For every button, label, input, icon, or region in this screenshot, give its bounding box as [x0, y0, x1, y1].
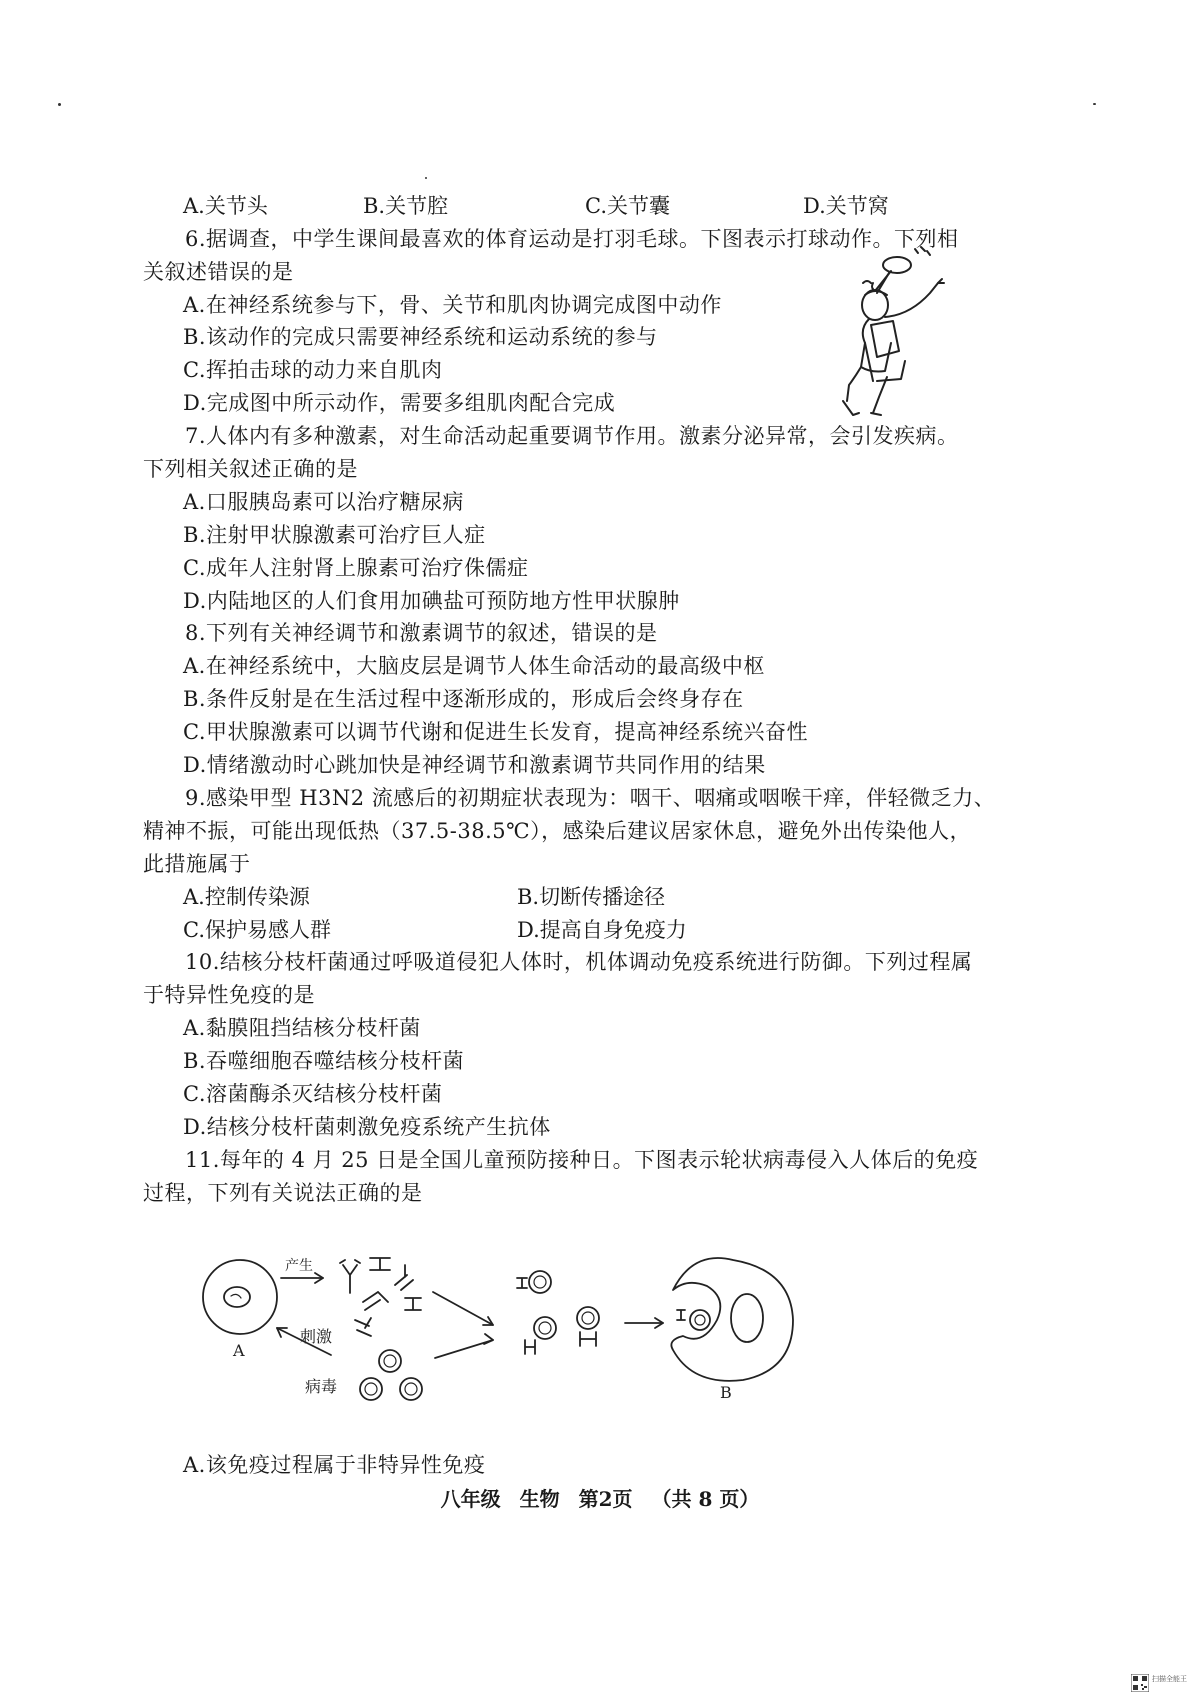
diagram-label-produce: 产生 — [285, 1258, 313, 1274]
q8-option-b: B.条件反射是在生活过程中逐渐形成的，形成后会终身存在 — [183, 687, 744, 711]
q5-option-a: A.关节头 — [183, 194, 268, 218]
footer-page: 第2页 — [578, 1487, 633, 1511]
diagram-label-virus: 病毒 — [305, 1377, 338, 1396]
diagram-label-a: A — [233, 1341, 245, 1360]
q6-option-b: B.该动作的完成只需要神经系统和运动系统的参与 — [183, 325, 658, 349]
q6-option-d: D.完成图中所示动作，需要多组肌肉配合完成 — [183, 391, 616, 415]
q10-option-d: D.结核分枝杆菌刺激免疫系统产生抗体 — [183, 1115, 551, 1139]
q5-option-c: C.关节囊 — [585, 194, 670, 218]
q9-option-c: C.保护易感人群 — [183, 918, 331, 942]
badminton-player-figure — [835, 243, 985, 423]
q6-option-a: A.在神经系统参与下，骨、关节和肌肉协调完成图中动作 — [183, 293, 722, 317]
q10-stem-cont: 于特异性免疫的是 — [143, 983, 315, 1007]
diagram-label-b: B — [720, 1383, 732, 1402]
immune-process-diagram — [195, 1230, 795, 1430]
q8-option-a: A.在神经系统中，大脑皮层是调节人体生命活动的最高级中枢 — [183, 654, 765, 678]
diagram-label-stimulate: 刺激 — [300, 1327, 333, 1346]
q9-stem-cont2: 此措施属于 — [143, 852, 251, 876]
q7-stem: 7.人体内有多种激素，对生命活动起重要调节作用。激素分泌异常，会引发疾病。 — [185, 424, 959, 448]
footer-subject: 生物 — [519, 1487, 560, 1511]
q7-option-b: B.注射甲状腺激素可治疗巨人症 — [183, 523, 486, 547]
q10-option-c: C.溶菌酶杀灭结核分枝杆菌 — [183, 1082, 443, 1106]
scan-speck — [425, 177, 427, 179]
q7-stem-cont: 下列相关叙述正确的是 — [143, 457, 358, 481]
q9-option-a: A.控制传染源 — [183, 885, 310, 909]
q9-stem-cont: 精神不振，可能出现低热（37.5-38.5℃），感染后建议居家休息，避免外出传染他人， — [143, 819, 972, 843]
q6-stem-cont: 关叙述错误的是 — [143, 260, 294, 284]
q10-stem: 10.结核分枝杆菌通过呼吸道侵犯人体时，机体调动免疫系统进行防御。下列过程属 — [185, 950, 973, 974]
cell-b-nucleus — [731, 1294, 763, 1342]
cell-a-nucleus — [224, 1287, 250, 1307]
page-footer — [0, 1483, 1200, 1512]
qr-code-icon — [1131, 1674, 1149, 1692]
q10-option-a: A.黏膜阻挡结核分枝杆菌 — [183, 1016, 421, 1040]
q7-option-a: A.口服胰岛素可以治疗糖尿病 — [183, 490, 464, 514]
q5-option-b: B.关节腔 — [363, 194, 449, 218]
q5-option-d: D.关节窝 — [803, 194, 889, 218]
q9-option-d: D.提高自身免疫力 — [517, 918, 687, 942]
q8-option-c: C.甲状腺激素可以调节代谢和促进生长发育，提高神经系统兴奋性 — [183, 720, 808, 744]
q11-stem-cont: 过程，下列有关说法正确的是 — [143, 1181, 423, 1205]
q8-stem: 8.下列有关神经调节和激素调节的叙述，错误的是 — [185, 621, 658, 645]
antibody-cluster — [340, 1258, 421, 1336]
q11-stem: 11.每年的 4 月 25 日是全国儿童预防接种日。下图表示轮状病毒侵入人体后的免疫 — [185, 1148, 979, 1172]
scan-speck — [58, 103, 61, 106]
q10-option-b: B.吞噬细胞吞噬结核分枝杆菌 — [183, 1049, 465, 1073]
q7-option-c: C.成年人注射肾上腺素可治疗侏儒症 — [183, 556, 529, 580]
scan-speck — [1093, 103, 1096, 105]
q8-option-d: D.情绪激动时心跳加快是神经调节和激素调节共同作用的结果 — [183, 753, 766, 777]
q11-option-a: A.该免疫过程属于非特异性免疫 — [183, 1453, 486, 1477]
q6-option-c: C.挥拍击球的动力来自肌肉 — [183, 358, 443, 382]
q9-option-b: B.切断传播途径 — [517, 885, 666, 909]
virus-group — [360, 1350, 422, 1400]
scanner-watermark: 扫描全能王 — [1152, 1675, 1187, 1683]
footer-grade: 八年级 — [440, 1487, 501, 1511]
antigen-antibody-complexes — [517, 1271, 599, 1354]
q6-stem: 6.据调查，中学生课间最喜欢的体育运动是打羽毛球。下图表示打球动作。下列相 — [185, 227, 959, 251]
q7-option-d: D.内陆地区的人们食用加碘盐可预防地方性甲状腺肿 — [183, 589, 680, 613]
footer-total: （共 8 页） — [651, 1487, 760, 1511]
q9-stem: 9.感染甲型 H3N2 流感后的初期症状表现为：咽干、咽痛或咽喉干痒，伴轻微乏力、 — [185, 786, 996, 810]
